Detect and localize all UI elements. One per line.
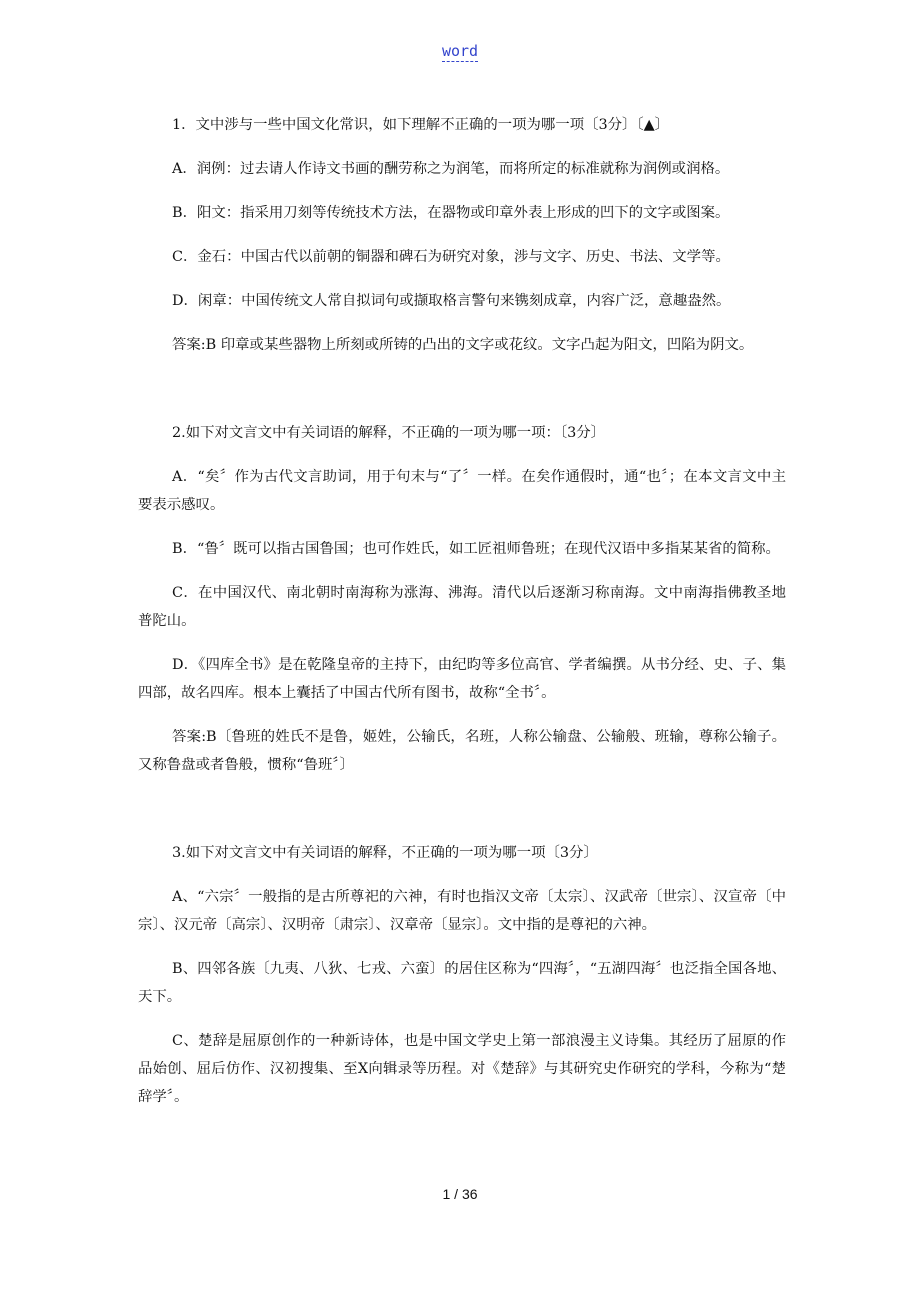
question-1-stem: 1．文中涉与一些中国文化常识，如下理解不正确的一项为哪一项〔3分〕〔▲〕: [172, 117, 670, 133]
question-3-stem: 3.如下对文言文中有关词语的解释，不正确的一项为哪一项〔3分〕: [172, 845, 598, 861]
page-footer: [0, 1184, 920, 1204]
question-1-option-b: B．阳文：指采用刀刻等传统技术方法，在器物或印章外表上形成的凹下的文字或图案。: [172, 205, 730, 221]
page-header: [0, 40, 920, 62]
header-link[interactable]: word: [441, 42, 479, 60]
question-1-option-a: A．润例：过去请人作诗文书画的酬劳称之为润笔，而将所定的标准就称为润例或润格。: [172, 161, 730, 177]
question-1-option-c: C．金石：中国古代以前朝的铜器和碑石为研究对象，涉与文字、历史、书法、文学等。: [172, 249, 730, 265]
question-1-answer: 答案:B 印章或某些器物上所刻或所铸的凸出的文字或花纹。文字凸起为阳文，凹陷为阴文。: [172, 337, 754, 353]
question-2-stem: 2.如下对文言文中有关词语的解释，不正确的一项为哪一项：〔3分〕: [172, 425, 606, 441]
question-2-option-d: D．《四库全书》是在乾隆皇帝的主持下，由纪昀等多位高官、学者编撰。从书分经、史、子、集四部，故名四库。根本上囊括了中国古代所有图书，故称“全书〞。: [138, 657, 786, 701]
question-2-answer: 答案:B〔鲁班的姓氏不是鲁，姬姓，公输氏，名班，人称公输盘、公输般、班输，尊称公输子。又称鲁盘或者鲁般，惯称“鲁班〞〕: [138, 729, 786, 773]
question-2-option-b: B．“鲁〞既可以指古国鲁国；也可作姓氏，如工匠祖师鲁班；在现代汉语中多指某某省的简称。: [172, 541, 780, 557]
question-3-option-a: A、“六宗〞一般指的是古所尊祀的六神，有时也指汉文帝〔太宗〕、汉武帝〔世宗〕、汉宣帝〔中宗〕、汉元帝〔高宗〕、汉明帝〔肃宗〕、汉章帝〔显宗〕。文中指的是尊祀的六神。: [138, 889, 786, 933]
question-2-option-c: C．在中国汉代、南北朝时南海称为涨海、沸海。清代以后逐渐习称南海。文中南海指佛教圣地普陀山。: [138, 585, 786, 629]
document-body: [138, 111, 786, 1111]
page-number: 1 / 36: [442, 1186, 478, 1202]
question-3-option-b: B、四邻各族〔九夷、八狄、七戎、六蛮〕的居住区称为“四海〞，“五湖四海〞也泛指全国各地、天下。: [138, 961, 786, 1005]
question-2-option-a: A．“矣〞作为古代文言助词，用于句末与“了〞一样。在矣作通假时，通“也〞；在本文言文中主要表示感叹。: [138, 469, 786, 513]
question-3-option-c: C、楚辞是屈原创作的一种新诗体，也是中国文学史上第一部浪漫主义诗集。其经历了屈原的作品始创、屈后仿作、汉初搜集、至X向辑录等历程。对《楚辞》与其研究史作研究的学科，今称为“楚辞学〞。: [138, 1033, 786, 1105]
question-1-option-d: D．闲章：中国传统文人常自拟词句或撷取格言警句来镌刻成章，内容广泛，意趣盎然。: [172, 293, 731, 309]
